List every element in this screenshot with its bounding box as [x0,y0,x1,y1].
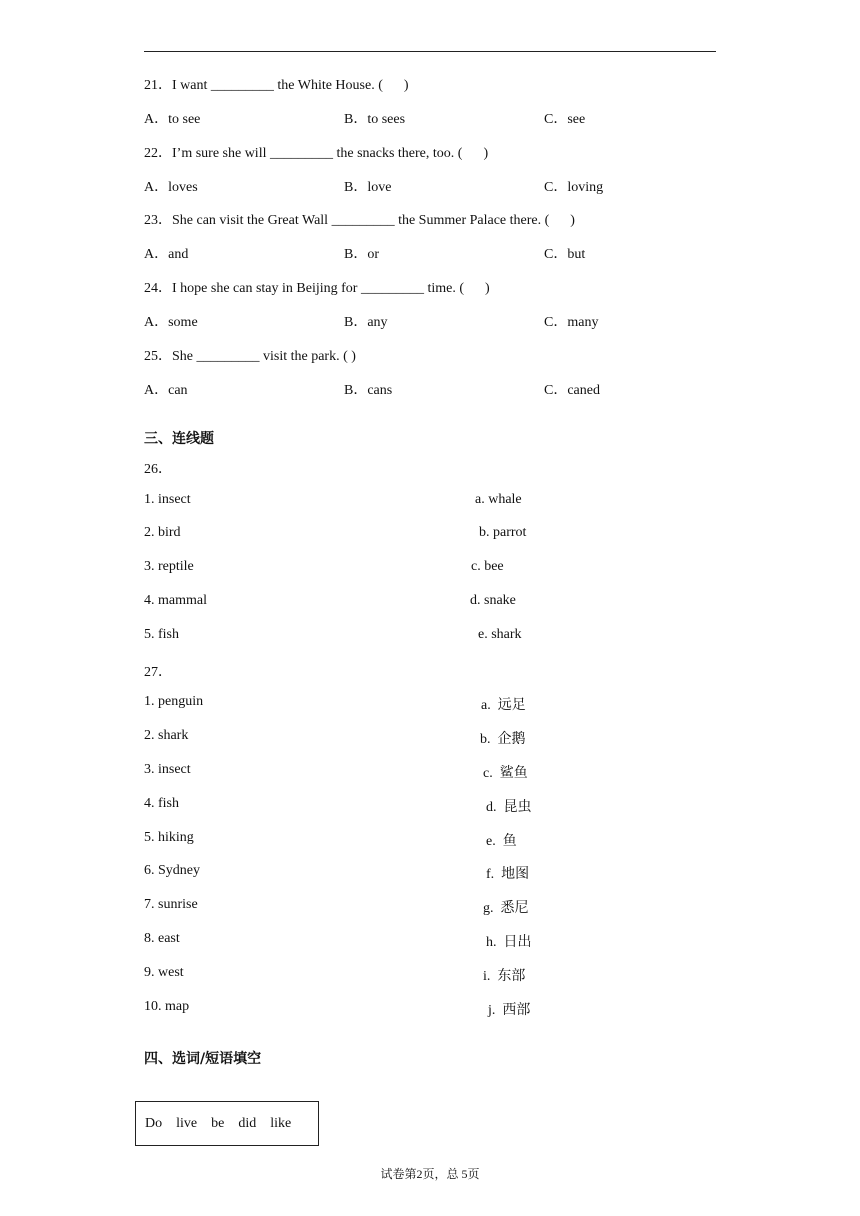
match-27-right-item: c. 鲨鱼 [483,766,528,781]
question-21-stem: 21．I want _________ the White House. ( ) [144,78,409,93]
match-26-left-item: 4. mammal [144,593,207,608]
question-25-option-a: A．can [144,383,188,398]
question-22-option-a: A．loves [144,180,198,195]
match-26-right-item: e. shark [478,627,522,642]
match-26-right-item: b. parrot [479,525,527,540]
match-27-right-item: h. 日出 [486,935,532,950]
match-27-right-item: d. 昆虫 [486,800,532,815]
match-26-left-item: 1. insect [144,492,191,507]
match-26-right-item: c. bee [471,559,504,574]
question-26-number: 26． [144,462,172,477]
question-24-option-b: B．any [344,315,388,330]
match-27-right-item: b. 企鹅 [480,732,526,747]
question-22-stem: 22．I’m sure she will _________ the snacks there, too. ( ) [144,146,489,161]
match-27-left-item: 3. insect [144,762,191,777]
match-27-left-item: 6. Sydney [144,863,200,878]
question-25-option-b: B．cans [344,383,393,398]
match-26-left-item: 5. fish [144,627,179,642]
match-26-right-item: a. whale [475,492,522,507]
match-27-left-item: 5. hiking [144,830,194,845]
question-23-option-b: B．or [344,247,379,262]
question-22-option-c: C．loving [544,180,604,195]
question-21-option-c: C．see [544,112,586,127]
question-21-option-b: B．to sees [344,112,406,127]
question-23-option-c: C．but [544,247,586,262]
match-27-right-item: f. 地图 [486,867,530,882]
question-22-option-b: B．love [344,180,392,195]
match-27-left-item: 9. west [144,965,184,980]
match-27-left-item: 10. map [144,999,190,1014]
question-24-stem: 24．I hope she can stay in Beijing for _________ time. ( ) [144,281,490,296]
word-bank-words: Do live be did like [145,1116,292,1131]
match-27-right-item: a. 远足 [481,698,526,713]
question-23-option-a: A．and [144,247,189,262]
question-25-option-c: C．caned [544,383,600,398]
question-24-option-a: A．some [144,315,198,330]
header-rule [144,51,716,52]
match-26-right-item: d. snake [470,593,516,608]
match-27-left-item: 7. sunrise [144,897,198,912]
word-bank-box [135,1101,319,1146]
section-4-title: 四、选词/短语填空 [144,1051,262,1067]
match-26-left-item: 2. bird [144,525,181,540]
question-25-stem: 25．She _________ visit the park. ( ) [144,349,356,364]
question-21-option-a: A．to see [144,112,201,127]
match-27-right-item: i. 东部 [483,969,526,984]
match-27-right-item: g. 悉尼 [483,901,529,916]
section-3-title: 三、连线题 [144,431,214,447]
match-27-left-item: 1. penguin [144,694,204,709]
match-27-right-item: j. 西部 [488,1003,531,1018]
question-27-number: 27． [144,665,172,680]
match-27-right-item: e. 鱼 [486,834,517,849]
page-footer: 试卷第2页，总 5页 [380,1167,480,1181]
question-23-stem: 23．She can visit the Great Wall _________ the Summer Palace there. ( ) [144,213,575,228]
match-27-left-item: 4. fish [144,796,179,811]
question-24-option-c: C．many [544,315,599,330]
match-27-left-item: 8. east [144,931,180,946]
match-27-left-item: 2. shark [144,728,189,743]
match-26-left-item: 3. reptile [144,559,194,574]
